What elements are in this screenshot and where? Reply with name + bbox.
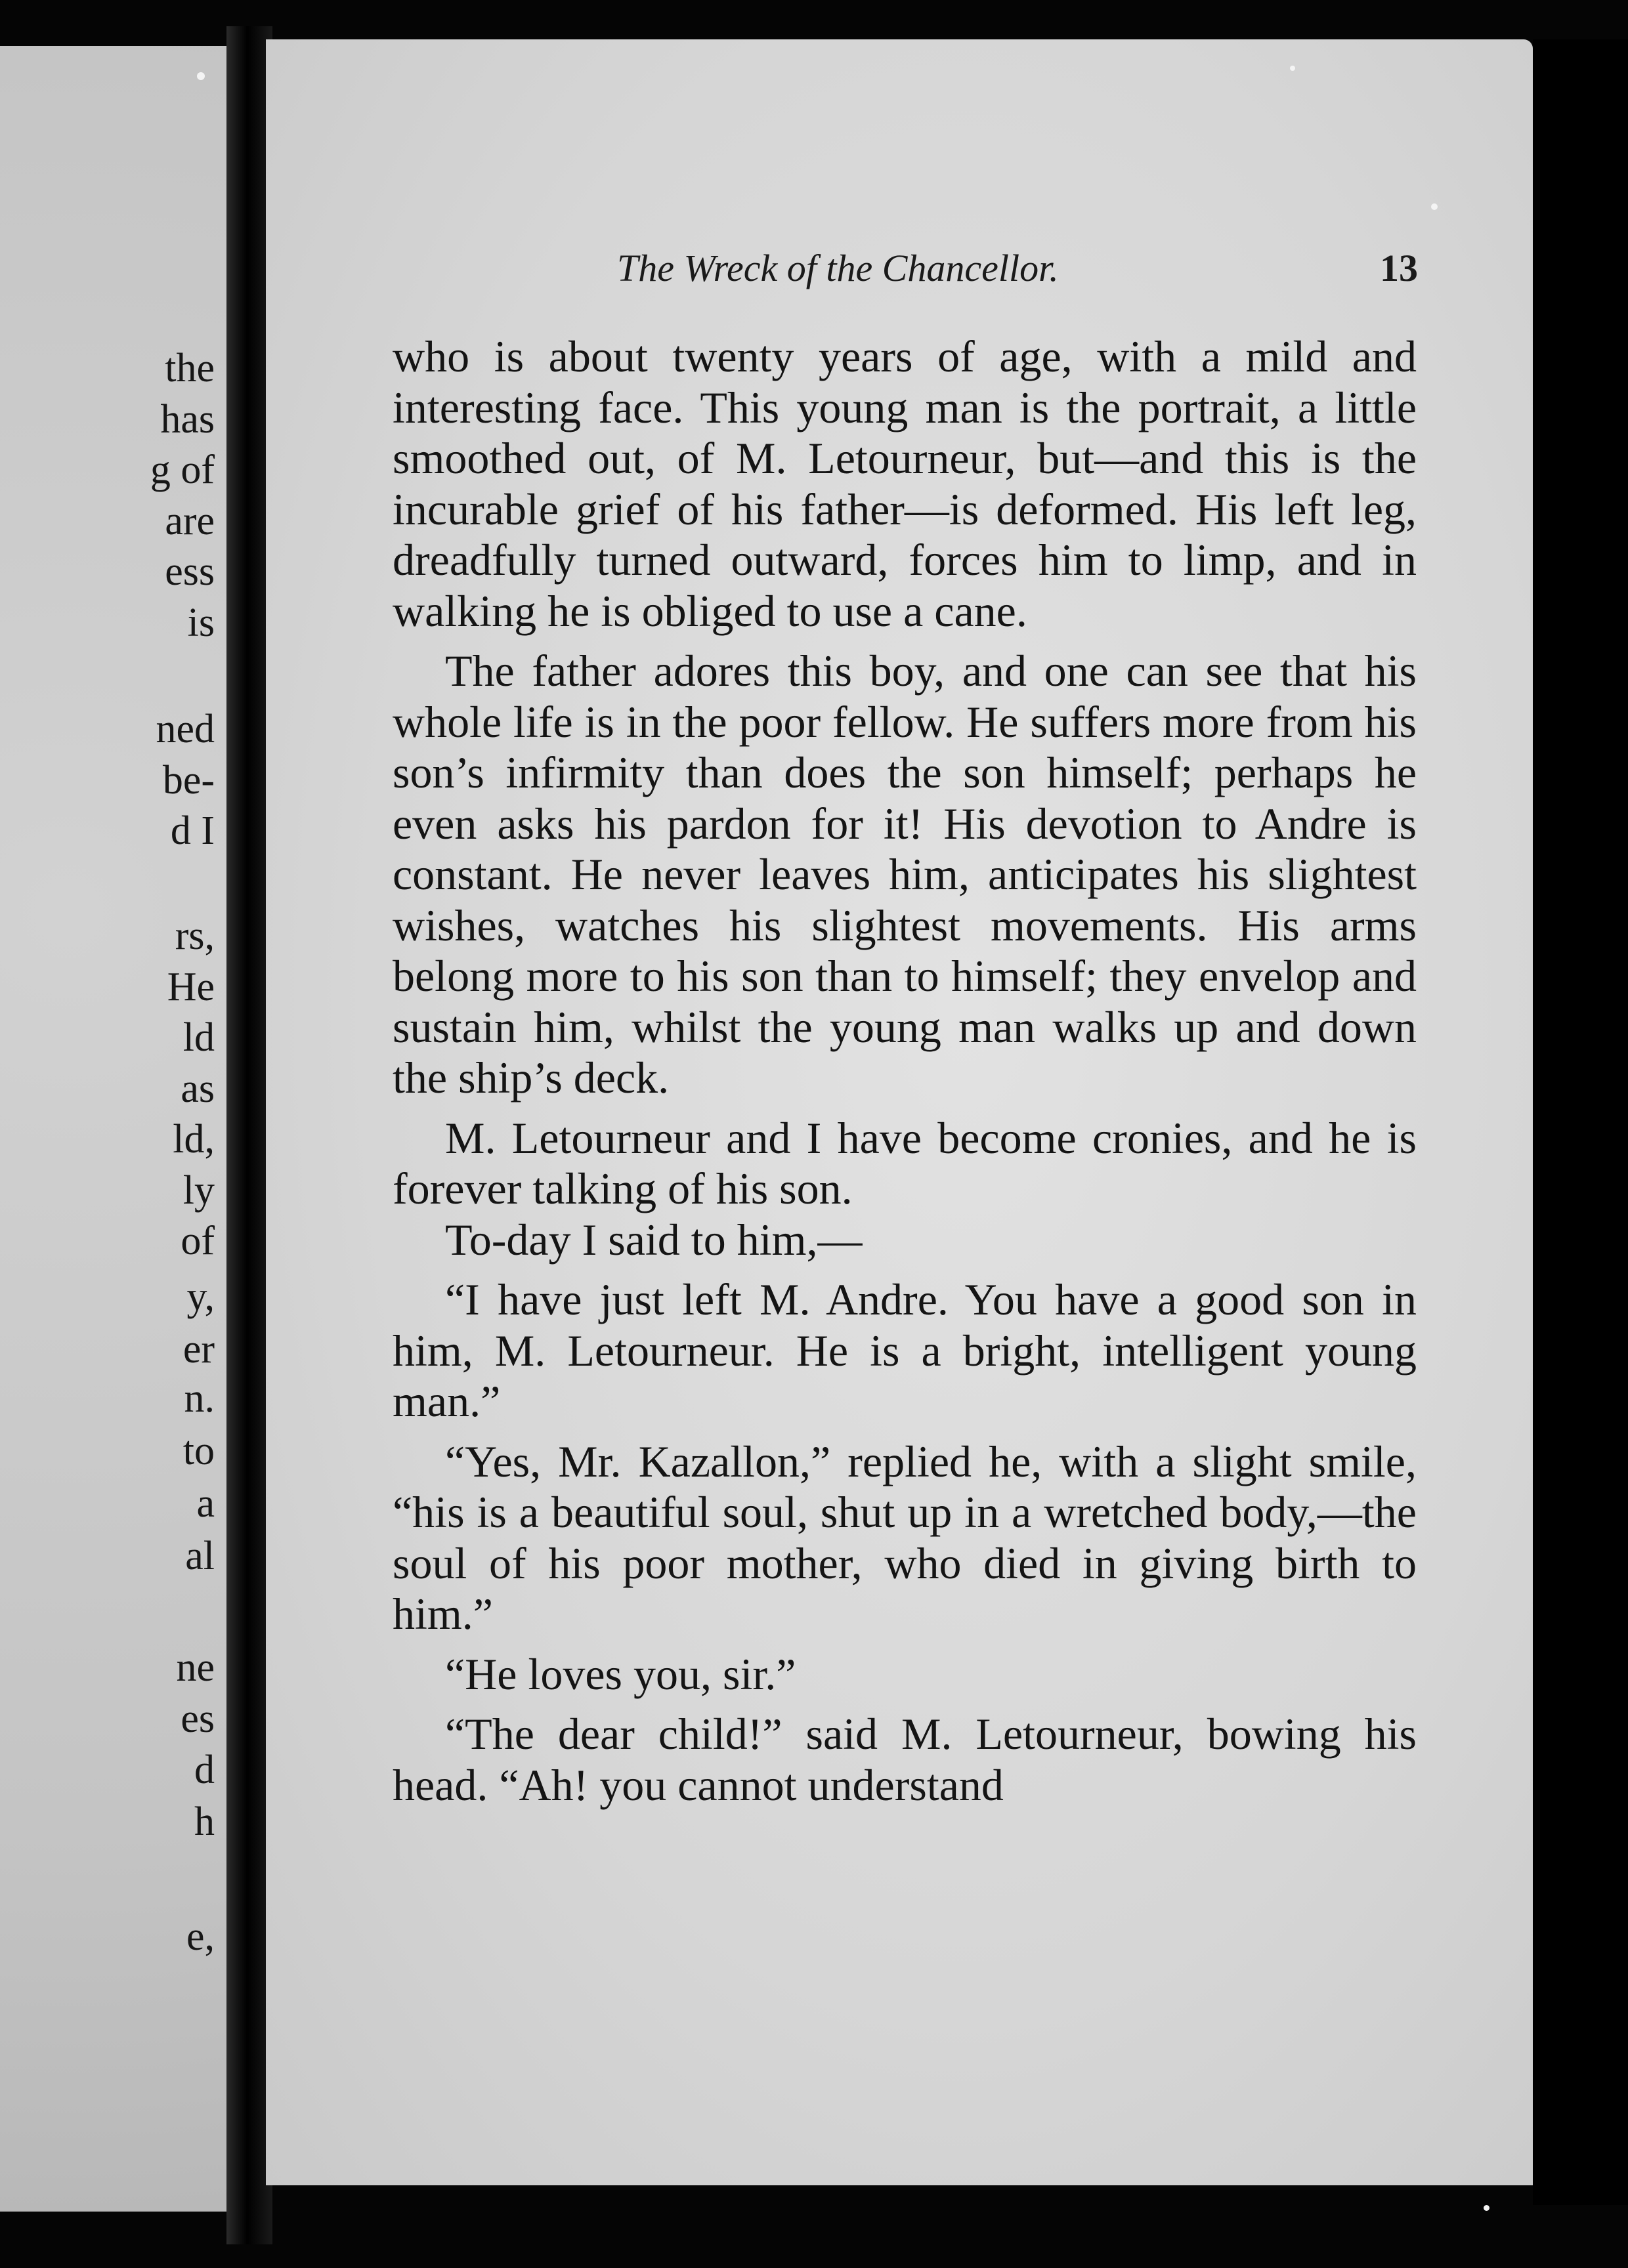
left-page-text: ne xyxy=(176,1645,215,1690)
paragraph: To-day I said to him,— xyxy=(445,1214,863,1265)
paragraph: “The dear child!” said M. Letourneur, bowing his head. “Ah! you cannot understand xyxy=(393,1709,1417,1810)
paragraph: M. Letourneur and I have become cronies, and he is forever talking of his son. xyxy=(393,1112,1417,1213)
left-page-text: be- xyxy=(162,758,215,803)
paragraph: The father adores this boy, and one can see that his whole life is in the poor fellow. He suffers more from his son’s infirmity than does the son himself; perhaps he even asks his pardon for it! His devotion to Andre is constant. He never leaves him, anticipates his slightest wishes, watches his slightest movements. His arms belong more to his son than to himself; they envelop and sustain him, whilst the young man walks up and down the ship’s deck. xyxy=(393,646,1417,1102)
left-page-text: al xyxy=(185,1534,215,1578)
paragraph: “I have just left M. Andre. You have a good son in him, M. Letourneur. He is a bright, intelligent young man.” xyxy=(393,1274,1417,1426)
paragraph: “Yes, Mr. Kazallon,” replied he, with a slight smile, “his is a beautiful soul, shut up in a wretched body,—the soul of his poor mother, who died in giving birth to him.” xyxy=(393,1436,1417,1639)
left-page-text: ess xyxy=(165,549,215,594)
left-page-text: ld, xyxy=(173,1117,215,1162)
left-page-text: is xyxy=(187,600,215,645)
left-page-text: are xyxy=(165,499,215,543)
left-page-text: d I xyxy=(170,808,215,853)
left-page-text: rs, xyxy=(175,914,215,958)
left-page-text: as xyxy=(181,1066,215,1111)
left-page-text: y, xyxy=(186,1274,215,1319)
paper-speck xyxy=(1484,2205,1489,2211)
scan-border xyxy=(1533,39,1628,2205)
running-head xyxy=(354,246,1418,299)
running-title: The Wreck of the Chancellor. xyxy=(617,247,1059,289)
left-page-text: n. xyxy=(184,1376,215,1421)
paper-speck xyxy=(1290,66,1295,71)
left-page-text: h xyxy=(194,1799,215,1844)
left-page-text: d xyxy=(194,1748,215,1792)
left-page-text: es xyxy=(181,1696,215,1741)
left-page-text: g of xyxy=(150,448,215,492)
left-page-text: to xyxy=(182,1429,215,1473)
page-number: 13 xyxy=(1380,247,1418,289)
left-page-text: er xyxy=(182,1327,215,1372)
paragraph: who is about twenty years of age, with a mild and interesting face. This young man is the portrait, a little smoothed out, of M. Letourneur, but—and this is the incurable grief of his father—is deformed. His left leg, dreadfully turned outward, forces him to limp, and in walking he is obliged to use a cane. xyxy=(393,331,1417,636)
left-page-text: the xyxy=(165,346,215,390)
paper-speck xyxy=(1431,203,1438,210)
left-page-text: e, xyxy=(186,1914,215,1959)
paper-speck xyxy=(197,72,205,80)
paragraph: “He loves you, sir.” xyxy=(445,1648,796,1699)
left-page-text: a xyxy=(196,1481,215,1526)
left-page-text: ned xyxy=(156,707,215,751)
body-text xyxy=(393,331,1417,1811)
left-page-text: ly xyxy=(182,1168,215,1213)
left-page-text: ld xyxy=(182,1015,215,1060)
left-page-text: of xyxy=(181,1219,215,1263)
left-page-text: has xyxy=(160,397,215,442)
left-page-text: He xyxy=(167,965,215,1009)
left-page-fragment xyxy=(0,46,226,2212)
